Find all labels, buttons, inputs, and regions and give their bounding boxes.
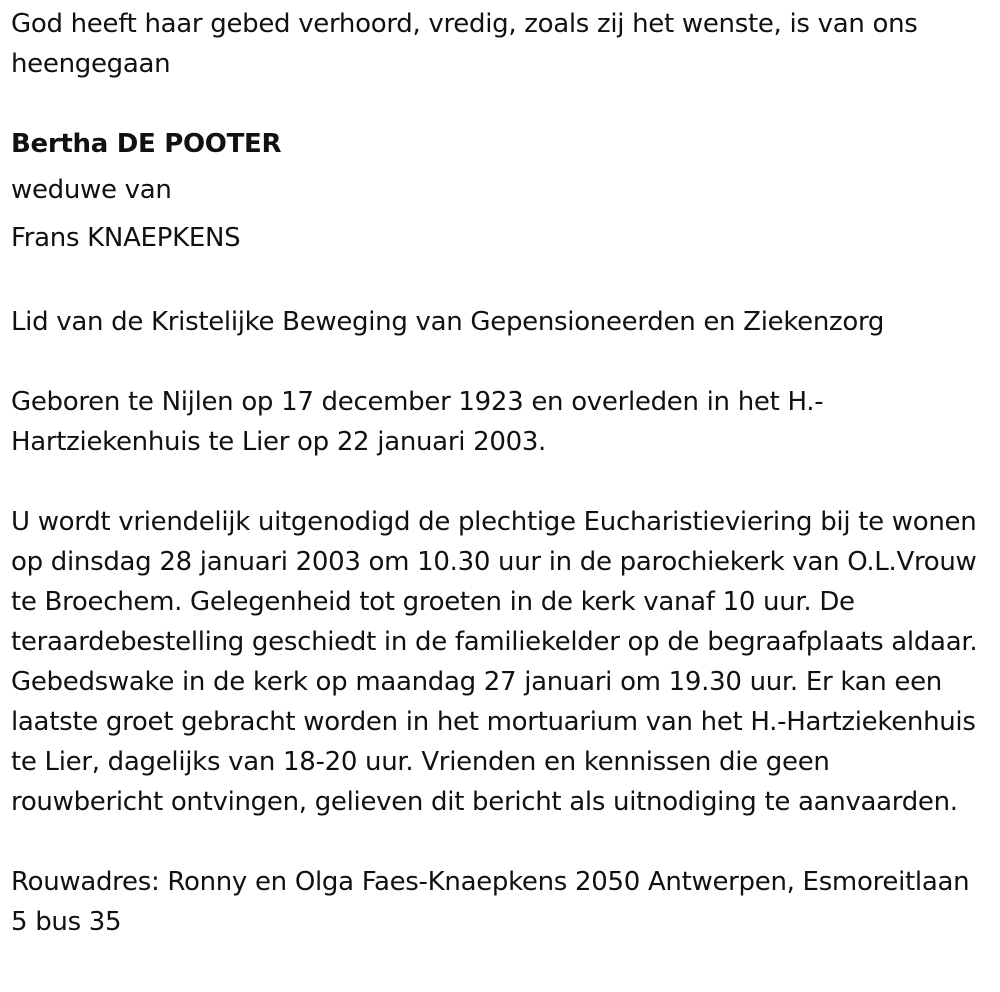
intro-text: God heeft haar gebed verhoord, vredig, zoals zij het wenste, is van ons heengegaan xyxy=(11,9,918,79)
obituary-document xyxy=(11,4,986,942)
mourning-address: Rouwadres: Ronny en Olga Faes-Knaepkens 2050 Antwerpen, Esmoreitlaan 5 bus 35 xyxy=(11,867,970,937)
birth-death-text: Geboren te Nijlen op 17 december 1923 en overleden in het H.-Hartziekenhuis te Lier op 22 januari 2003. xyxy=(11,387,824,457)
invitation-text: U wordt vriendelijk uitgenodigd de plechtige Eucharistieviering bij te wonen op dinsdag 28 januari 2003 om 10.30 uur in de parochiekerk van O.L.Vrouw te Broechem. Gelegenheid tot groeten in de kerk vanaf 10 uur. De teraardebestelling geschiedt in de familiekelder op de begraafplaats aldaar. Gebedswake in de kerk op maandag 27 januari om 19.30 uur. Er kan een laatste groet gebracht worden in het mortuarium van het H.-Hartziekenhuis te Lier, dagelijks van 18-20 uur. Vrienden en kennissen die geen rouwbericht ontvingen, gelieven dit bericht als uitnodiging te aanvaarden. xyxy=(11,507,978,817)
spacer xyxy=(11,822,986,862)
spacer xyxy=(11,462,986,502)
membership-text: Lid van de Kristelijke Beweging van Gepensioneerden en Ziekenzorg xyxy=(11,307,885,337)
spacer xyxy=(11,342,986,382)
deceased-name: Bertha DE POOTER xyxy=(11,129,282,159)
spacer xyxy=(11,84,986,122)
spacer xyxy=(11,262,986,302)
widow-of-label: weduwe van xyxy=(11,175,172,205)
spouse-name: Frans KNAEPKENS xyxy=(11,223,241,253)
